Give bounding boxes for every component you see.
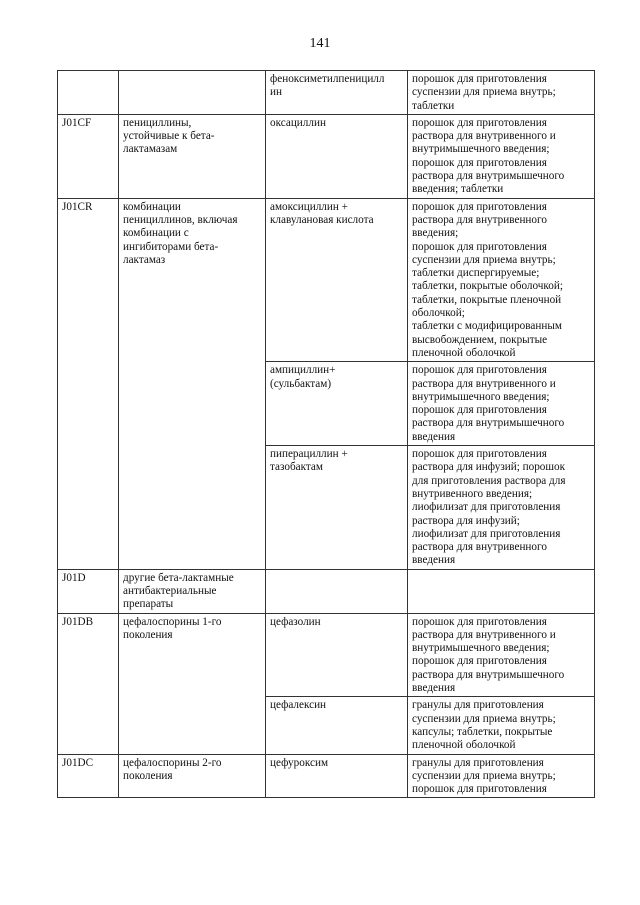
group-name-cell: [119, 613, 266, 754]
drug-name-cell: [266, 613, 408, 697]
cell-text-line: таблетки, покрытые пленочной: [412, 293, 562, 306]
cell-text-line: раствора для внутримышечного: [412, 668, 565, 681]
cell-text-line: лактамаз: [123, 253, 166, 266]
cell-text-line: капсулы; таблетки, покрытые: [412, 725, 553, 738]
dosage-forms-cell: [408, 697, 595, 754]
cell-text-line: раствора для инфузий; порошок: [412, 461, 566, 474]
cell-text-line: цефуроксим: [270, 756, 329, 769]
cell-text-line: цефалоспорины 1-го: [123, 615, 222, 628]
dosage-forms-cell: [408, 569, 595, 613]
dosage-forms-cell: [408, 114, 595, 198]
cell-text-line: пенициллины,: [123, 116, 192, 129]
cell-text-line: оболочкой;: [412, 307, 465, 320]
atc-code-cell: [58, 754, 119, 798]
cell-text-line: поколения: [123, 628, 173, 641]
cell-text-line: J01DB: [62, 615, 94, 628]
cell-text-line: J01DC: [62, 756, 94, 769]
cell-text-line: порошок для приготовления: [412, 448, 547, 461]
cell-text-line: ин: [270, 86, 282, 99]
cell-text-line: таблетки: [412, 99, 455, 112]
group-name-cell: [119, 71, 266, 115]
dosage-forms-cell: [408, 198, 595, 362]
drug-name-cell: [266, 569, 408, 613]
drug-name-cell: [266, 446, 408, 570]
cell-text-line: раствора для внутримышечного: [412, 170, 565, 183]
cell-text-line: введения;: [412, 227, 459, 240]
cell-text-line: J01CR: [62, 200, 93, 213]
cell-text-line: ингибиторами бета-: [123, 240, 219, 253]
cell-text-line: антибактериальные: [123, 584, 217, 597]
dosage-forms-cell: [408, 71, 595, 115]
cell-text-line: J01CF: [62, 116, 92, 129]
cell-text-line: таблетки, покрытые оболочкой;: [412, 280, 563, 293]
drug-name-cell: [266, 114, 408, 198]
cell-text-line: оксациллин: [270, 116, 326, 129]
dosage-forms-cell: [408, 754, 595, 798]
cell-text-line: для приготовления раствора для: [412, 474, 566, 487]
cell-text-line: гранулы для приготовления: [412, 699, 544, 712]
cell-text-line: раствора для внутривенного: [412, 213, 547, 226]
cell-text-line: пиперациллин +: [270, 448, 348, 461]
drug-table-body: [58, 71, 595, 798]
dosage-forms-cell: [408, 446, 595, 570]
cell-text-line: высвобождением, покрытые: [412, 333, 548, 346]
cell-text-line: порошок для приготовления: [412, 404, 547, 417]
drug-name-cell: [266, 754, 408, 798]
cell-text-line: введения: [412, 554, 456, 567]
group-name-cell: [119, 754, 266, 798]
table-row: [58, 114, 595, 198]
group-name-cell: [119, 114, 266, 198]
cell-text-line: пленочной оболочкой: [412, 739, 516, 752]
cell-text-line: внутримышечного введения;: [412, 143, 550, 156]
table-row: [58, 613, 595, 697]
cell-text-line: комбинации: [123, 200, 181, 213]
cell-text-line: раствора для внутримышечного: [412, 417, 565, 430]
group-name-cell: [119, 569, 266, 613]
drug-name-cell: [266, 198, 408, 362]
cell-text-line: внутривенного введения;: [412, 487, 533, 500]
cell-text-line: порошок для приготовления: [412, 200, 547, 213]
table-row: [58, 71, 595, 115]
cell-text-line: введения; таблетки: [412, 183, 504, 196]
drug-name-cell: [266, 697, 408, 754]
cell-text-line: порошок для приготовления: [412, 364, 547, 377]
cell-text-line: суспензии для приема внутрь;: [412, 712, 556, 725]
cell-text-line: введения: [412, 682, 456, 695]
cell-text-line: суспензии для приема внутрь;: [412, 769, 556, 782]
atc-code-cell: [58, 71, 119, 115]
cell-text-line: суспензии для приема внутрь;: [412, 86, 556, 99]
cell-text-line: раствора для внутривенного и: [412, 130, 556, 143]
cell-text-line: порошок для приготовления: [412, 783, 547, 796]
cell-text-line: лактамазам: [123, 143, 178, 156]
cell-text-line: поколения: [123, 769, 173, 782]
cell-text-line: лиофилизат для приготовления: [412, 527, 561, 540]
drug-name-cell: [266, 71, 408, 115]
cell-text-line: введения: [412, 430, 456, 443]
table-row: [58, 198, 595, 362]
cell-text-line: таблетки с модифицированным: [412, 320, 562, 333]
drug-name-cell: [266, 362, 408, 446]
cell-text-line: порошок для приготовления: [412, 73, 547, 85]
cell-text-line: внутримышечного введения;: [412, 642, 550, 655]
cell-text-line: порошок для приготовления: [412, 116, 547, 129]
group-name-cell: [119, 198, 266, 569]
dosage-forms-cell: [408, 362, 595, 446]
cell-text-line: суспензии для приема внутрь;: [412, 253, 556, 266]
cell-text-line: раствора для инфузий;: [412, 514, 520, 527]
cell-text-line: другие бета-лактамные: [123, 571, 234, 584]
cell-text-line: внутримышечного введения;: [412, 390, 550, 403]
cell-text-line: порошок для приготовления: [412, 655, 547, 668]
cell-text-line: тазобактам: [270, 461, 323, 474]
cell-text-line: препараты: [123, 598, 174, 611]
cell-text-line: порошок для приготовления: [412, 156, 547, 169]
page-number: 141: [309, 36, 331, 51]
cell-text-line: порошок для приготовления: [412, 615, 547, 628]
cell-text-line: феноксиметилпеницилл: [270, 73, 385, 85]
atc-code-cell: [58, 114, 119, 198]
table-row: [58, 754, 595, 798]
cell-text-line: пенициллинов, включая: [123, 213, 238, 226]
cell-text-line: цефалексин: [270, 699, 327, 712]
cell-text-line: порошок для приготовления: [412, 240, 547, 253]
cell-text-line: устойчивые к бета-: [123, 130, 215, 143]
cell-text-line: J01D: [62, 571, 86, 584]
cell-text-line: комбинации с: [123, 227, 189, 240]
cell-text-line: клавулановая кислота: [270, 213, 374, 226]
drug-table: [57, 70, 595, 798]
cell-text-line: раствора для внутривенного: [412, 541, 547, 554]
cell-text-line: раствора для внутривенного и: [412, 377, 556, 390]
cell-text-line: ампициллин+: [270, 364, 336, 377]
cell-text-line: раствора для внутривенного и: [412, 628, 556, 641]
cell-text-line: цефазолин: [270, 615, 321, 628]
cell-text-line: амоксициллин +: [270, 200, 348, 213]
table-row: [58, 569, 595, 613]
atc-code-cell: [58, 198, 119, 569]
cell-text-line: пленочной оболочкой: [412, 346, 516, 359]
atc-code-cell: [58, 569, 119, 613]
cell-text-line: (сульбактам): [270, 377, 332, 390]
cell-text-line: лиофилизат для приготовления: [412, 501, 561, 514]
atc-code-cell: [58, 613, 119, 754]
cell-text-line: таблетки диспергируемые;: [412, 267, 540, 280]
dosage-forms-cell: [408, 613, 595, 697]
cell-text-line: гранулы для приготовления: [412, 756, 544, 769]
cell-text-line: цефалоспорины 2-го: [123, 756, 222, 769]
